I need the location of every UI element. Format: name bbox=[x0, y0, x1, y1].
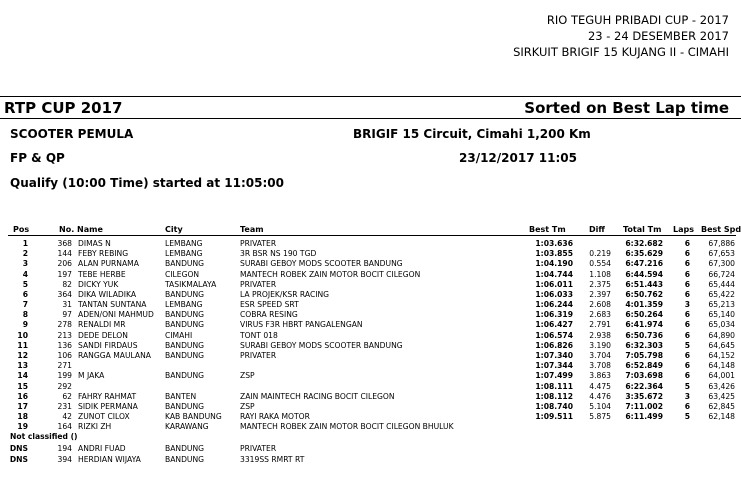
col-best-tm: Best Tm bbox=[529, 225, 566, 234]
name-cell: TEBE HERBE bbox=[78, 269, 126, 279]
diff-cell: 3.708 bbox=[589, 361, 611, 371]
total-time-cell: 6:22.364 bbox=[625, 381, 663, 391]
total-time-cell: 6:50.264 bbox=[625, 310, 663, 320]
team-cell: PRIVATER bbox=[240, 239, 277, 248]
name-cell: FAHRY RAHMAT bbox=[78, 391, 137, 401]
table-row bbox=[0, 371, 741, 381]
diff-cell: 3.863 bbox=[589, 371, 611, 381]
table-row bbox=[0, 361, 741, 371]
header-rule bbox=[8, 235, 736, 236]
pos-cell: 9 bbox=[22, 320, 28, 330]
team-cell: PRIVATER bbox=[240, 279, 277, 289]
category-label: SCOOTER PEMULA bbox=[10, 127, 134, 141]
table-row bbox=[0, 290, 741, 300]
best-speed-cell: 64,148 bbox=[708, 361, 735, 371]
laps-cell: 6 bbox=[684, 269, 690, 279]
city-cell: TASIKMALAYA bbox=[165, 279, 217, 289]
table-row bbox=[0, 412, 741, 422]
team-cell: VIRUS F3R HBRT PANGALENGAN bbox=[240, 320, 363, 330]
col-diff: Diff bbox=[589, 225, 605, 234]
laps-cell: 6 bbox=[684, 279, 690, 289]
best-time-cell: 1:06.033 bbox=[535, 289, 573, 299]
best-time-cell: 1:04.190 bbox=[535, 259, 573, 269]
city-cell: BANDUNG bbox=[165, 454, 205, 464]
number-cell: 199 bbox=[57, 371, 72, 381]
diff-cell: 5.875 bbox=[589, 412, 611, 422]
col-no-name: No. Name bbox=[59, 225, 103, 234]
total-time-cell: 7:05.798 bbox=[625, 350, 663, 360]
total-time-cell: 6:47.216 bbox=[625, 259, 663, 269]
pos-cell: 14 bbox=[17, 371, 28, 381]
not-classified-label: Not classified () bbox=[10, 432, 78, 441]
team-cell: SURABI GEBOY MODS SCOOTER BANDUNG bbox=[240, 340, 403, 350]
number-cell: 271 bbox=[57, 361, 72, 371]
pos-cell: 2 bbox=[22, 249, 28, 259]
table-row bbox=[0, 351, 741, 361]
number-cell: 197 bbox=[57, 269, 72, 279]
total-time-cell: 6:41.974 bbox=[625, 320, 663, 330]
pos-cell: 19 bbox=[17, 422, 28, 432]
table-row bbox=[0, 392, 741, 402]
pos-cell: 13 bbox=[17, 361, 28, 371]
name-cell: M JAKA bbox=[78, 371, 105, 381]
best-speed-cell: 66,724 bbox=[708, 269, 735, 279]
name-cell: RANGGA MAULANA bbox=[78, 350, 152, 360]
table-row bbox=[0, 239, 741, 249]
diff-cell: 0.554 bbox=[589, 259, 611, 269]
best-time-cell: 1:09.511 bbox=[535, 412, 573, 422]
table-row bbox=[0, 259, 741, 269]
total-time-cell: 4:01.359 bbox=[625, 300, 663, 310]
pos-cell: DNS bbox=[9, 454, 28, 464]
table-row bbox=[0, 402, 741, 412]
city-cell: BANDUNG bbox=[165, 371, 205, 381]
name-cell: SANDI FIRDAUS bbox=[78, 340, 138, 350]
diff-cell: 2.375 bbox=[589, 279, 611, 289]
total-time-cell: 6:52.849 bbox=[625, 361, 663, 371]
number-cell: 194 bbox=[57, 444, 72, 453]
total-time-cell: 6:11.499 bbox=[625, 412, 663, 422]
laps-cell: 6 bbox=[684, 320, 690, 330]
team-cell: COBRA RESING bbox=[240, 310, 298, 320]
table-row bbox=[0, 300, 741, 310]
laps-cell: 5 bbox=[684, 340, 690, 350]
name-cell: FEBY REBING bbox=[78, 249, 129, 259]
diff-cell: 4.475 bbox=[589, 381, 611, 391]
team-cell: LA PROJEK/KSR RACING bbox=[240, 289, 330, 299]
title-bottom-rule bbox=[0, 118, 741, 119]
number-cell: 106 bbox=[57, 350, 72, 360]
number-cell: 206 bbox=[57, 259, 72, 269]
number-cell: 278 bbox=[57, 320, 72, 330]
team-cell: 3319SS RMRT RT bbox=[240, 454, 305, 464]
best-speed-cell: 67,886 bbox=[708, 239, 735, 248]
best-time-cell: 1:08.740 bbox=[535, 401, 573, 411]
best-speed-cell: 64,152 bbox=[708, 350, 735, 360]
city-cell: LEMBANG bbox=[165, 249, 203, 259]
laps-cell: 3 bbox=[684, 300, 690, 310]
diff-cell: 1.108 bbox=[589, 269, 611, 279]
name-cell: ZUNOT CILOX bbox=[78, 412, 130, 422]
col-pos: Pos bbox=[13, 225, 30, 234]
best-time-cell: 1:06.574 bbox=[535, 330, 573, 340]
laps-cell: 6 bbox=[684, 289, 690, 299]
total-time-cell: 6:32.682 bbox=[625, 239, 663, 248]
city-cell: CILEGON bbox=[165, 269, 200, 279]
col-best-spd: Best Spd bbox=[701, 225, 741, 234]
diff-cell: 5.104 bbox=[589, 401, 611, 411]
diff-cell: 2.683 bbox=[589, 310, 611, 320]
laps-cell: 6 bbox=[684, 330, 690, 340]
best-speed-cell: 67,653 bbox=[708, 249, 735, 259]
pos-cell: 6 bbox=[22, 289, 28, 299]
session-label: FP & QP bbox=[10, 151, 65, 165]
best-time-cell: 1:06.244 bbox=[535, 300, 573, 310]
best-speed-cell: 64,645 bbox=[708, 340, 735, 350]
name-cell: ADEN/ONI MAHMUD bbox=[78, 310, 154, 320]
team-cell: PRIVATER bbox=[240, 350, 277, 360]
table-row bbox=[0, 422, 741, 432]
best-speed-cell: 67,300 bbox=[708, 259, 735, 269]
pos-cell: 8 bbox=[22, 310, 28, 320]
total-time-cell: 6:50.762 bbox=[625, 289, 663, 299]
number-cell: 97 bbox=[62, 310, 72, 320]
laps-cell: 6 bbox=[684, 361, 690, 371]
diff-cell: 3.704 bbox=[589, 350, 611, 360]
best-speed-cell: 64,001 bbox=[708, 371, 735, 381]
name-cell: RIZKI ZH bbox=[78, 422, 112, 432]
best-time-cell: 1:06.011 bbox=[535, 279, 573, 289]
city-cell: BANDUNG bbox=[165, 444, 205, 453]
best-time-cell: 1:07.344 bbox=[535, 361, 573, 371]
city-cell: BANDUNG bbox=[165, 320, 205, 330]
city-cell: LEMBANG bbox=[165, 300, 203, 310]
pos-cell: 18 bbox=[17, 412, 28, 422]
total-time-cell: 6:44.594 bbox=[625, 269, 663, 279]
laps-cell: 6 bbox=[684, 259, 690, 269]
best-speed-cell: 63,425 bbox=[708, 391, 735, 401]
best-speed-cell: 65,034 bbox=[708, 320, 735, 330]
pos-cell: 15 bbox=[17, 381, 28, 391]
diff-cell: 2.791 bbox=[589, 320, 611, 330]
name-cell: ANDRI FUAD bbox=[78, 444, 126, 453]
laps-cell: 6 bbox=[684, 350, 690, 360]
col-team: Team bbox=[240, 225, 264, 234]
table-row bbox=[0, 341, 741, 351]
laps-cell: 6 bbox=[684, 401, 690, 411]
number-cell: 292 bbox=[57, 381, 72, 391]
name-cell: ALAN PURNAMA bbox=[78, 259, 139, 269]
city-cell: KAB BANDUNG bbox=[165, 412, 222, 422]
city-cell: CIMAHI bbox=[165, 330, 193, 340]
team-cell: RAYI RAKA MOTOR bbox=[240, 412, 310, 422]
name-cell: HERDIAN WIJAYA bbox=[78, 454, 141, 464]
city-cell: BANDUNG bbox=[165, 340, 205, 350]
best-time-cell: 1:06.319 bbox=[535, 310, 573, 320]
team-cell: TONT 018 bbox=[240, 330, 278, 340]
number-cell: 364 bbox=[57, 289, 72, 299]
city-cell: BANDUNG bbox=[165, 259, 205, 269]
total-time-cell: 7:11.002 bbox=[625, 401, 663, 411]
city-cell: BANDUNG bbox=[165, 401, 205, 411]
diff-cell: 2.397 bbox=[589, 289, 611, 299]
report-title: RTP CUP 2017 bbox=[4, 99, 123, 117]
name-cell: DEDE DELON bbox=[78, 330, 128, 340]
city-cell: BANDUNG bbox=[165, 289, 205, 299]
best-time-cell: 1:08.112 bbox=[535, 391, 573, 401]
best-time-cell: 1:07.499 bbox=[535, 371, 573, 381]
pos-cell: 7 bbox=[22, 300, 28, 310]
event-title: RIO TEGUH PRIBADI CUP - 2017 bbox=[546, 13, 729, 27]
number-cell: 144 bbox=[57, 249, 72, 259]
number-cell: 82 bbox=[62, 279, 72, 289]
table-row bbox=[0, 320, 741, 330]
number-cell: 62 bbox=[62, 391, 72, 401]
col-city: City bbox=[165, 225, 183, 234]
best-time-cell: 1:06.427 bbox=[535, 320, 573, 330]
team-cell: ZSP bbox=[240, 371, 255, 381]
team-cell: MANTECH ROBEK ZAIN MOTOR BOCIT CILEGON BHULUK bbox=[240, 422, 454, 432]
best-speed-cell: 62,845 bbox=[708, 401, 735, 411]
table-row bbox=[0, 444, 741, 454]
city-cell: BANTEN bbox=[165, 391, 197, 401]
name-cell: RENALDI MR bbox=[78, 320, 126, 330]
team-cell: MANTECH ROBEK ZAIN MOTOR BOCIT CILEGON bbox=[240, 269, 421, 279]
number-cell: 42 bbox=[62, 412, 72, 422]
best-speed-cell: 65,213 bbox=[708, 300, 735, 310]
diff-cell: 2.938 bbox=[589, 330, 611, 340]
total-time-cell: 6:35.629 bbox=[625, 249, 663, 259]
pos-cell: 10 bbox=[17, 330, 28, 340]
event-dates: 23 - 24 DESEMBER 2017 bbox=[587, 29, 729, 43]
number-cell: 394 bbox=[57, 454, 72, 464]
col-laps: Laps bbox=[673, 225, 694, 234]
team-cell: SURABI GEBOY MODS SCOOTER BANDUNG bbox=[240, 259, 403, 269]
laps-cell: 6 bbox=[684, 371, 690, 381]
laps-cell: 6 bbox=[684, 249, 690, 259]
team-cell: PRIVATER bbox=[240, 444, 277, 453]
pos-cell: 16 bbox=[17, 391, 28, 401]
table-row bbox=[0, 270, 741, 280]
diff-cell: 3.190 bbox=[589, 340, 611, 350]
table-row bbox=[0, 455, 741, 465]
best-time-cell: 1:06.826 bbox=[535, 340, 573, 350]
team-cell: ESR SPEED SRT bbox=[240, 300, 299, 310]
best-speed-cell: 65,444 bbox=[708, 279, 735, 289]
sort-label: Sorted on Best Lap time bbox=[524, 99, 729, 117]
pos-cell: 17 bbox=[17, 401, 28, 411]
name-cell: DIMAS N bbox=[78, 239, 111, 248]
name-cell: DIKA WILADIKA bbox=[78, 289, 137, 299]
session-datetime: 23/12/2017 11:05 bbox=[459, 151, 577, 165]
name-cell: DICKY YUK bbox=[78, 279, 119, 289]
city-cell: LEMBANG bbox=[165, 239, 203, 248]
col-total-tm: Total Tm bbox=[623, 225, 662, 234]
laps-cell: 6 bbox=[684, 310, 690, 320]
name-cell: TANTAN SUNTANA bbox=[78, 300, 147, 310]
pos-cell: 5 bbox=[22, 279, 28, 289]
laps-cell: 3 bbox=[684, 391, 690, 401]
diff-cell: 2.608 bbox=[589, 300, 611, 310]
number-cell: 136 bbox=[57, 340, 72, 350]
best-time-cell: 1:03.855 bbox=[535, 249, 573, 259]
pos-cell: 3 bbox=[22, 259, 28, 269]
number-cell: 213 bbox=[57, 330, 72, 340]
best-speed-cell: 62,148 bbox=[708, 412, 735, 422]
number-cell: 231 bbox=[57, 401, 72, 411]
diff-cell: 4.476 bbox=[589, 391, 611, 401]
number-cell: 31 bbox=[62, 300, 72, 310]
circuit-label: BRIGIF 15 Circuit, Cimahi 1,200 Km bbox=[353, 127, 591, 141]
total-time-cell: 6:50.736 bbox=[625, 330, 663, 340]
city-cell: KARAWANG bbox=[165, 422, 209, 432]
total-time-cell: 7:03.698 bbox=[625, 371, 663, 381]
team-cell: ZAIN MAINTECH RACING BOCIT CILEGON bbox=[240, 391, 395, 401]
city-cell: BANDUNG bbox=[165, 350, 205, 360]
table-row bbox=[0, 331, 741, 341]
number-cell: 164 bbox=[57, 422, 72, 432]
best-time-cell: 1:08.111 bbox=[535, 381, 573, 391]
pos-cell: 4 bbox=[22, 269, 28, 279]
best-time-cell: 1:07.340 bbox=[535, 350, 573, 360]
best-speed-cell: 65,422 bbox=[708, 289, 735, 299]
table-row bbox=[0, 310, 741, 320]
total-time-cell: 6:51.443 bbox=[625, 279, 663, 289]
team-cell: ZSP bbox=[240, 401, 255, 411]
best-speed-cell: 64,890 bbox=[708, 330, 735, 340]
total-time-cell: 6:32.303 bbox=[625, 340, 663, 350]
team-cell: 3R BSR NS 190 TGD bbox=[240, 249, 317, 259]
best-time-cell: 1:04.744 bbox=[535, 269, 573, 279]
diff-cell: 0.219 bbox=[589, 249, 611, 259]
best-speed-cell: 63,426 bbox=[708, 381, 735, 391]
total-time-cell: 3:35.672 bbox=[625, 391, 663, 401]
laps-cell: 5 bbox=[684, 381, 690, 391]
table-row bbox=[0, 249, 741, 259]
name-cell: SIDIK PERMANA bbox=[78, 401, 138, 411]
title-top-rule bbox=[0, 96, 741, 97]
best-time-cell: 1:03.636 bbox=[535, 239, 573, 248]
pos-cell: 11 bbox=[17, 340, 28, 350]
table-row bbox=[0, 382, 741, 392]
laps-cell: 6 bbox=[684, 239, 690, 248]
city-cell: BANDUNG bbox=[165, 310, 205, 320]
pos-cell: 1 bbox=[22, 239, 28, 248]
pos-cell: DNS bbox=[9, 444, 28, 453]
best-speed-cell: 65,140 bbox=[708, 310, 735, 320]
pos-cell: 12 bbox=[17, 350, 28, 360]
qualify-info: Qualify (10:00 Time) started at 11:05:00 bbox=[10, 176, 284, 190]
event-venue: SIRKUIT BRIGIF 15 KUJANG II - CIMAHI bbox=[513, 45, 729, 59]
table-row bbox=[0, 280, 741, 290]
laps-cell: 5 bbox=[684, 412, 690, 422]
number-cell: 368 bbox=[57, 239, 72, 248]
